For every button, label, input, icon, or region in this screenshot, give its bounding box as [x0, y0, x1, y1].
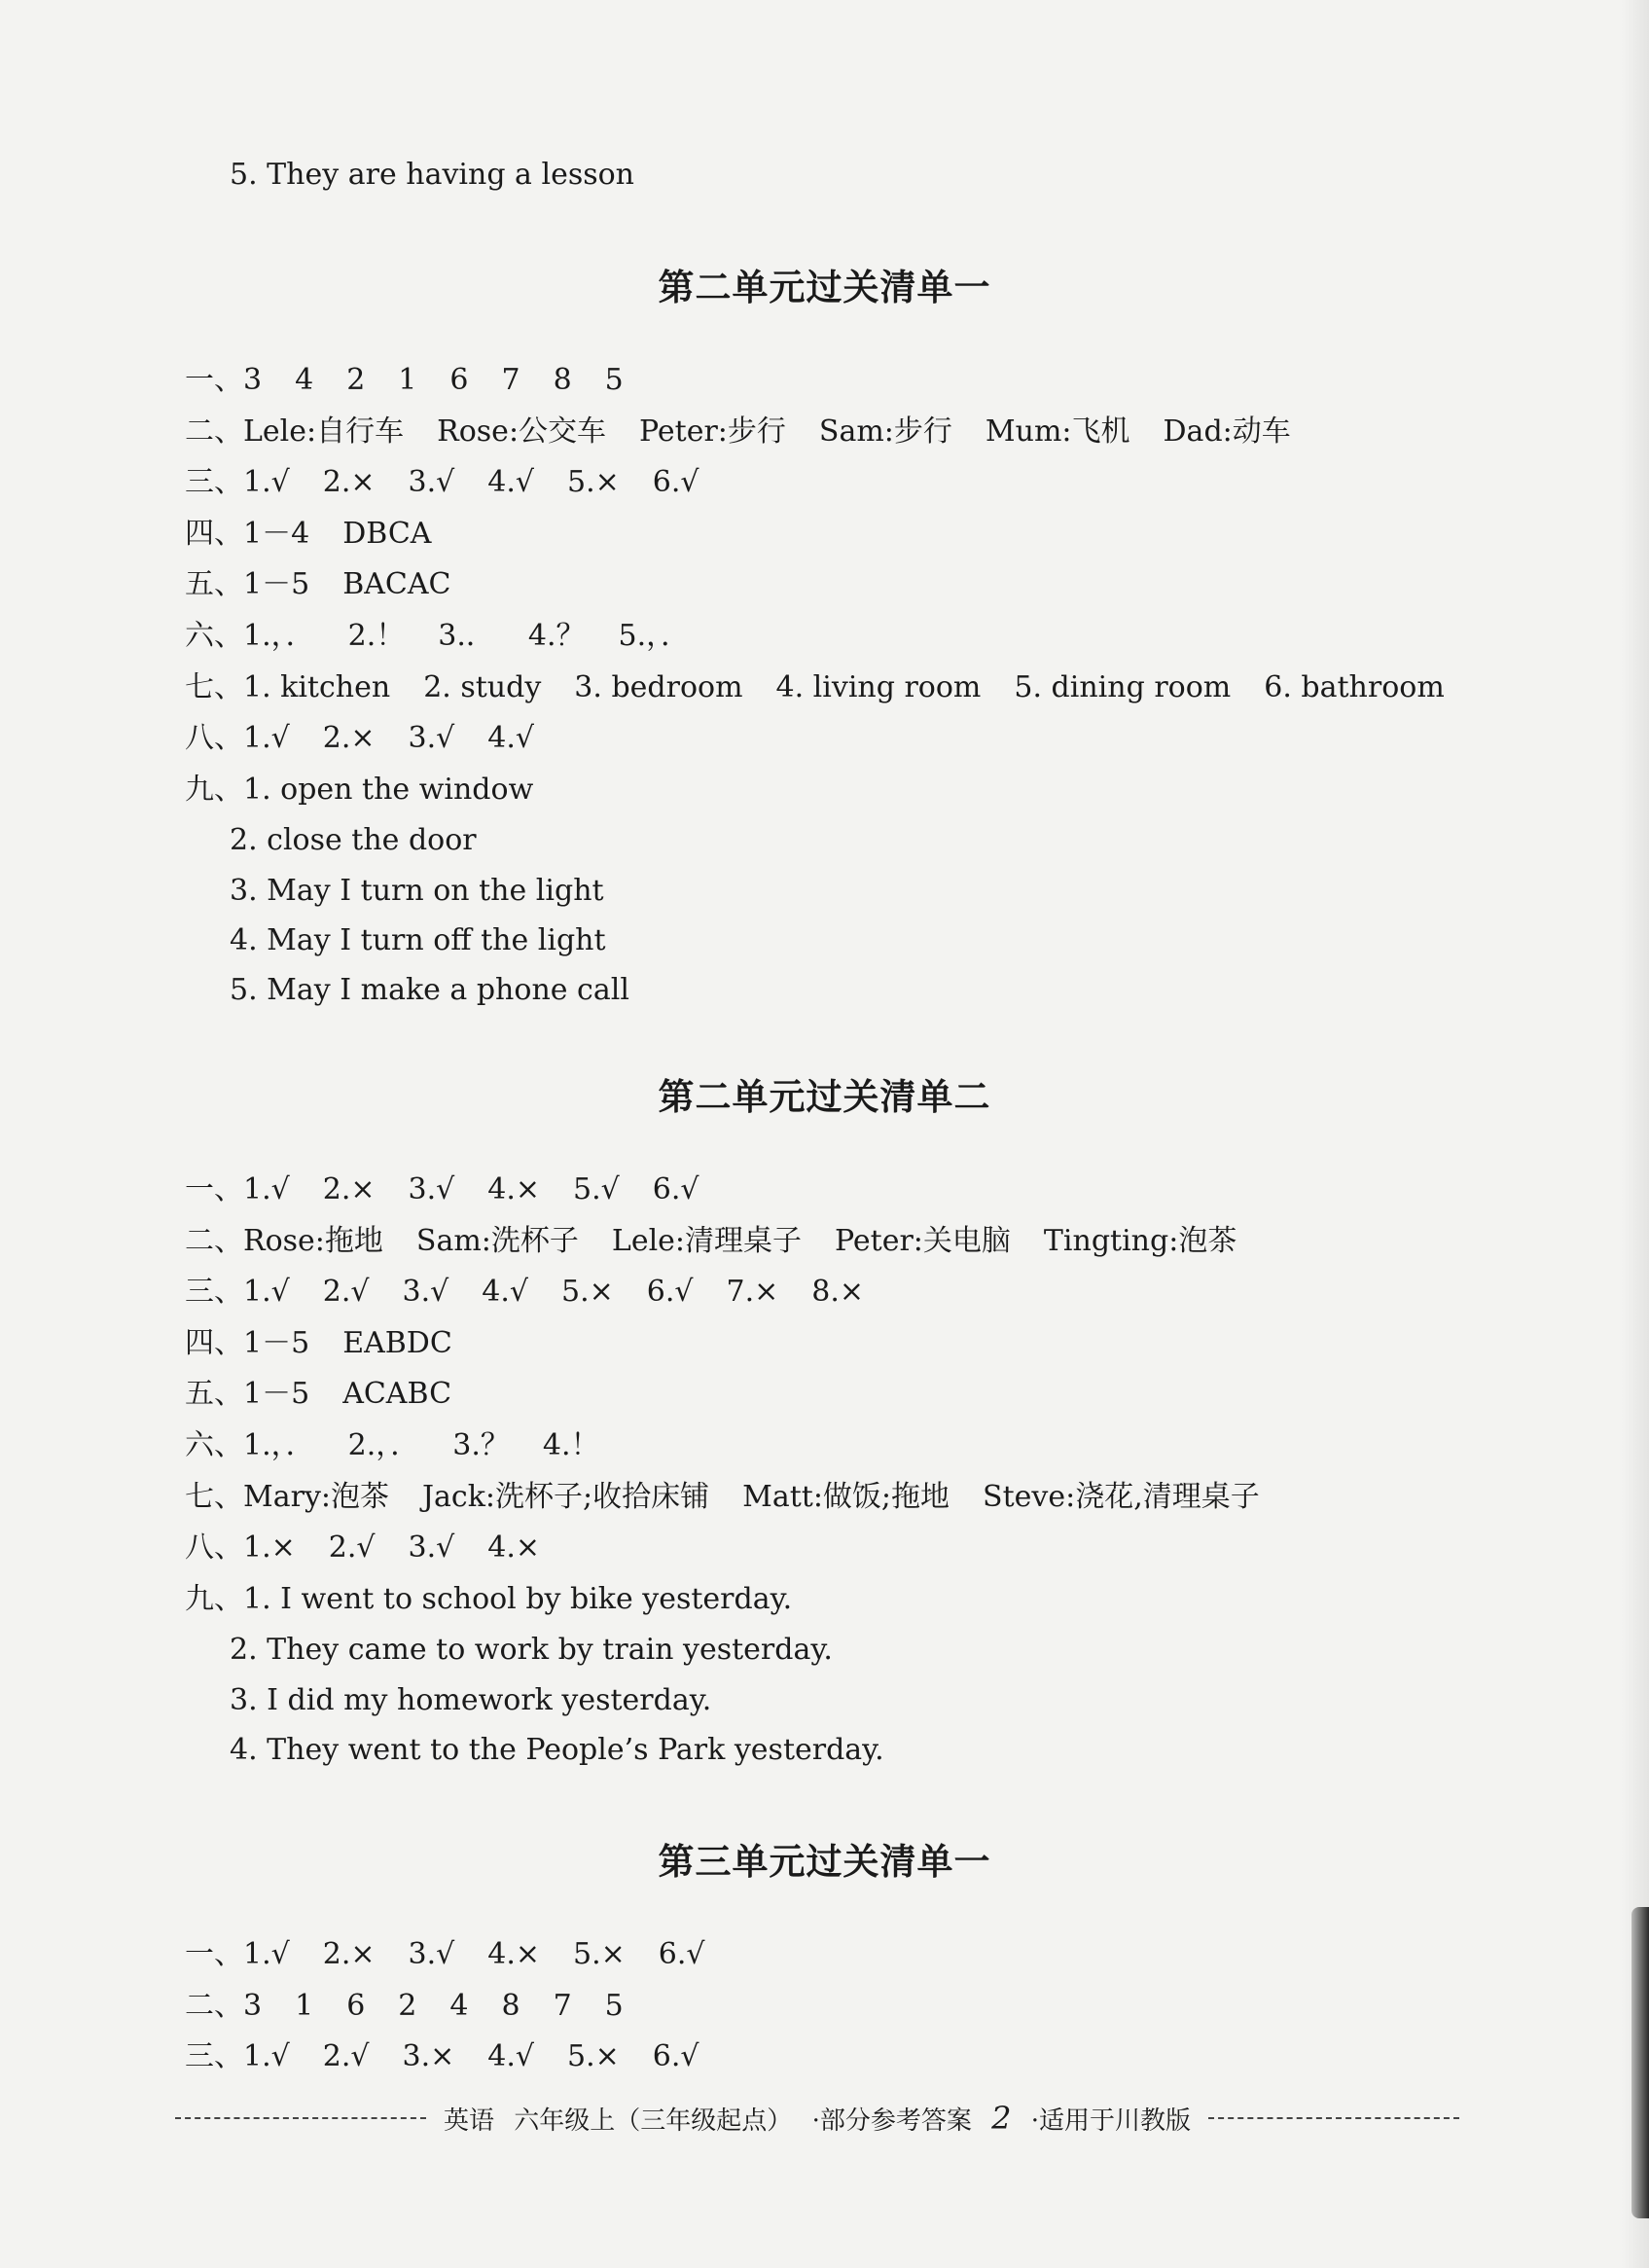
answer-row [185, 1935, 705, 1974]
answer-item: 2 [398, 1988, 417, 2023]
answer-item: 6. bathroom [1264, 669, 1445, 704]
answer-item: 4.× [487, 1937, 541, 1971]
answer-item: 3.√ [408, 1530, 455, 1566]
answer-item: 2.× [322, 465, 376, 500]
answer-row [185, 565, 450, 604]
footer-grade: 六年级上（三年级起点） [514, 2106, 793, 2136]
footer-dash-right [1208, 2117, 1459, 2119]
answer-row [185, 2037, 699, 2076]
question-number: 二、 [185, 414, 243, 449]
answer-item: Mary:泡茶 [243, 1479, 389, 1514]
answer-item: Lele:清理桌子 [611, 1223, 803, 1258]
footer-dash-left [175, 2117, 426, 2119]
answer-item: 2.× [322, 721, 376, 756]
question-number: 三、 [185, 465, 243, 500]
answer-item: 3.× [402, 2039, 455, 2074]
section-title: 第二单元过关清单二 [658, 1076, 991, 1118]
answer-row [185, 1170, 699, 1209]
answer-item: 8 [553, 363, 572, 397]
answer-item: 2.√ [322, 1275, 370, 1310]
answer-item: Matt:做饭;拖地 [742, 1479, 950, 1514]
answer-item: 3.√ [402, 1275, 449, 1310]
answer-item: 5.√ [573, 1172, 620, 1206]
footer-page-number: 2 [991, 2100, 1012, 2137]
answer-row [185, 1324, 452, 1363]
answer-row [185, 1580, 792, 1619]
answer-item: 6.√ [652, 465, 699, 500]
answer-row [185, 1375, 451, 1414]
answer-item: 1－4 [243, 516, 310, 551]
answer-item: 6.√ [652, 1172, 699, 1206]
question-number: 三、 [185, 1275, 243, 1310]
answer-row [185, 1222, 1237, 1261]
answer-item: 2.√ [328, 1530, 376, 1566]
answer-row [185, 515, 431, 554]
question-number: 六、 [185, 1428, 243, 1462]
answer-item: EABDC [342, 1325, 452, 1360]
answer-item: Sam:步行 [818, 414, 952, 449]
footer-text [426, 2100, 1208, 2137]
answer-item: Peter:关电脑 [835, 1223, 1011, 1258]
answer-item: BACAC [342, 567, 451, 602]
question-number: 八、 [185, 721, 243, 756]
answer-item: 3.√ [408, 721, 455, 756]
question-number: 二、 [185, 1223, 243, 1258]
answer-row [185, 1273, 864, 1312]
answer-item: 2.，． [347, 1428, 420, 1462]
answer-row [185, 1478, 1260, 1517]
answer-item: 1.√ [243, 1172, 290, 1206]
question-number: 五、 [185, 1377, 243, 1412]
answer-item: 5 [604, 363, 624, 397]
answer-item: 5.× [567, 2039, 620, 2074]
top-answer-line: 5. They are having a lesson [230, 158, 635, 192]
answer-item: 4.× [487, 1172, 541, 1206]
answer-row [185, 1987, 624, 2026]
question-number: 五、 [185, 567, 243, 602]
answer-item: 7.× [726, 1275, 779, 1310]
answer-sub-line: 2. close the door [230, 823, 477, 858]
answer-item: 4.√ [487, 2039, 535, 2074]
answer-item: 3 [243, 1988, 263, 2023]
answer-item: 1.，． [243, 1428, 315, 1462]
answer-sub-line: 3. May I turn on the light [230, 873, 604, 908]
answer-item: 2.√ [322, 2039, 370, 2074]
answer-item: 5.，． [618, 619, 691, 653]
answer-row [185, 361, 624, 400]
question-number: 一、 [185, 1937, 243, 1971]
answer-item: 2. study [423, 669, 542, 704]
answer-item: Steve:浇花,清理桌子 [983, 1479, 1260, 1514]
answer-item: 4.√ [487, 465, 535, 500]
answer-row [185, 719, 534, 758]
answer-item: 7 [553, 1988, 572, 2023]
answer-sub-line: 4. They went to the People’s Park yesterday. [230, 1732, 884, 1767]
question-number: 一、 [185, 1172, 243, 1206]
book-binding-shadow [1631, 1907, 1649, 2218]
answer-item: 4.√ [487, 721, 535, 756]
answer-item: 6 [449, 363, 469, 397]
question-number: 六、 [185, 619, 243, 653]
footer-edition: ·适用于川教版 [1030, 2106, 1191, 2136]
answer-item: Rose:公交车 [437, 414, 607, 449]
answer-item: 1 [295, 1988, 314, 2023]
question-number: 一、 [185, 363, 243, 397]
question-number: 四、 [185, 1325, 243, 1360]
answer-item: 4 [449, 1988, 469, 2023]
answer-item: 6.√ [658, 1937, 705, 1971]
answer-item: 3.√ [408, 465, 455, 500]
answer-item: 7 [501, 363, 520, 397]
footer-subject: 英语 [444, 2106, 495, 2136]
answer-item: 1－5 [243, 1325, 310, 1360]
answer-row [185, 463, 699, 502]
answer-item: 3.？ [452, 1428, 510, 1462]
answer-item: Dad:动车 [1163, 414, 1291, 449]
question-number: 八、 [185, 1530, 243, 1566]
answer-item: 4.√ [482, 1275, 528, 1310]
answer-item: 1.，． [243, 619, 315, 653]
answer-item: 3 [243, 363, 263, 397]
answer-item: 1.√ [243, 465, 290, 500]
answer-sub-line: 2. They came to work by train yesterday. [230, 1633, 833, 1668]
answer-item: 2 [346, 363, 366, 397]
answer-sub-line: 3. I did my homework yesterday. [230, 1682, 712, 1717]
question-number: 七、 [185, 1479, 243, 1514]
question-number: 三、 [185, 2039, 243, 2074]
answer-item: 5. dining room [1014, 669, 1232, 704]
answer-row [185, 668, 1445, 707]
question-number: 七、 [185, 669, 243, 704]
answer-sub-line: 5. May I make a phone call [230, 972, 629, 1007]
answer-item: 8 [501, 1988, 520, 2023]
answer-item: 5.× [561, 1275, 614, 1310]
answer-item: 8.× [811, 1275, 865, 1310]
answer-item: 2.！ [347, 619, 406, 653]
answer-item: 5.× [573, 1937, 626, 1971]
answer-item: Peter:步行 [639, 414, 786, 449]
answer-item: 1. I went to school by bike yesterday. [243, 1581, 793, 1616]
answer-item: 1.× [243, 1530, 296, 1566]
answer-row [185, 1426, 600, 1465]
answer-row [185, 413, 1291, 451]
answer-item: 1－5 [243, 567, 310, 602]
answer-item: 4.× [487, 1530, 541, 1566]
answer-item: 1.√ [243, 721, 290, 756]
question-number: 九、 [185, 1581, 243, 1616]
answer-item: Sam:洗杯子 [415, 1223, 579, 1258]
answer-item: Rose:拖地 [243, 1223, 383, 1258]
question-number: 四、 [185, 516, 243, 551]
footer-label: ·部分参考答案 [811, 2106, 972, 2136]
page-footer [175, 2100, 1459, 2137]
section-title: 第三单元过关清单一 [658, 1841, 991, 1883]
answer-item: 3.√ [408, 1937, 455, 1971]
answer-row [185, 771, 533, 810]
answer-sub-line: 4. May I turn off the light [230, 922, 606, 957]
answer-item: 3.． [438, 619, 495, 653]
answer-item: 1.√ [243, 2039, 290, 2074]
answer-item: 2.× [322, 1172, 376, 1206]
answer-item: 1. open the window [243, 772, 534, 807]
answer-item: 6 [346, 1988, 366, 2023]
answer-item: 4 [295, 363, 314, 397]
answer-row [185, 1529, 540, 1567]
answer-item: 3. bedroom [574, 669, 743, 704]
answer-item: ACABC [342, 1377, 452, 1412]
answer-item: 4.！ [542, 1428, 600, 1462]
answer-item: Tingting:泡茶 [1043, 1223, 1237, 1258]
answer-item: Jack:洗杯子;收拾床铺 [422, 1479, 710, 1514]
answer-item: Mum:飞机 [985, 414, 1130, 449]
answer-item: 1－5 [243, 1377, 310, 1412]
answer-item: 1.√ [243, 1275, 290, 1310]
answer-item: Lele:自行车 [243, 414, 405, 449]
question-number: 九、 [185, 772, 243, 807]
answer-item: 6.√ [646, 1275, 694, 1310]
question-number: 二、 [185, 1988, 243, 2023]
answer-item: DBCA [342, 516, 432, 551]
answer-item: 4.？ [527, 619, 586, 653]
section-title: 第二单元过关清单一 [658, 267, 991, 308]
answer-item: 5 [604, 1988, 624, 2023]
answer-item: 4. living room [775, 669, 982, 704]
answer-item: 3.√ [408, 1172, 455, 1206]
answer-item: 2.× [322, 1937, 376, 1971]
answer-item: 6.√ [652, 2039, 699, 2074]
answer-item: 1 [398, 363, 417, 397]
answer-item: 1.√ [243, 1937, 290, 1971]
answer-item: 5.× [567, 465, 620, 500]
answer-row [185, 617, 690, 656]
answer-item: 1. kitchen [243, 669, 391, 704]
